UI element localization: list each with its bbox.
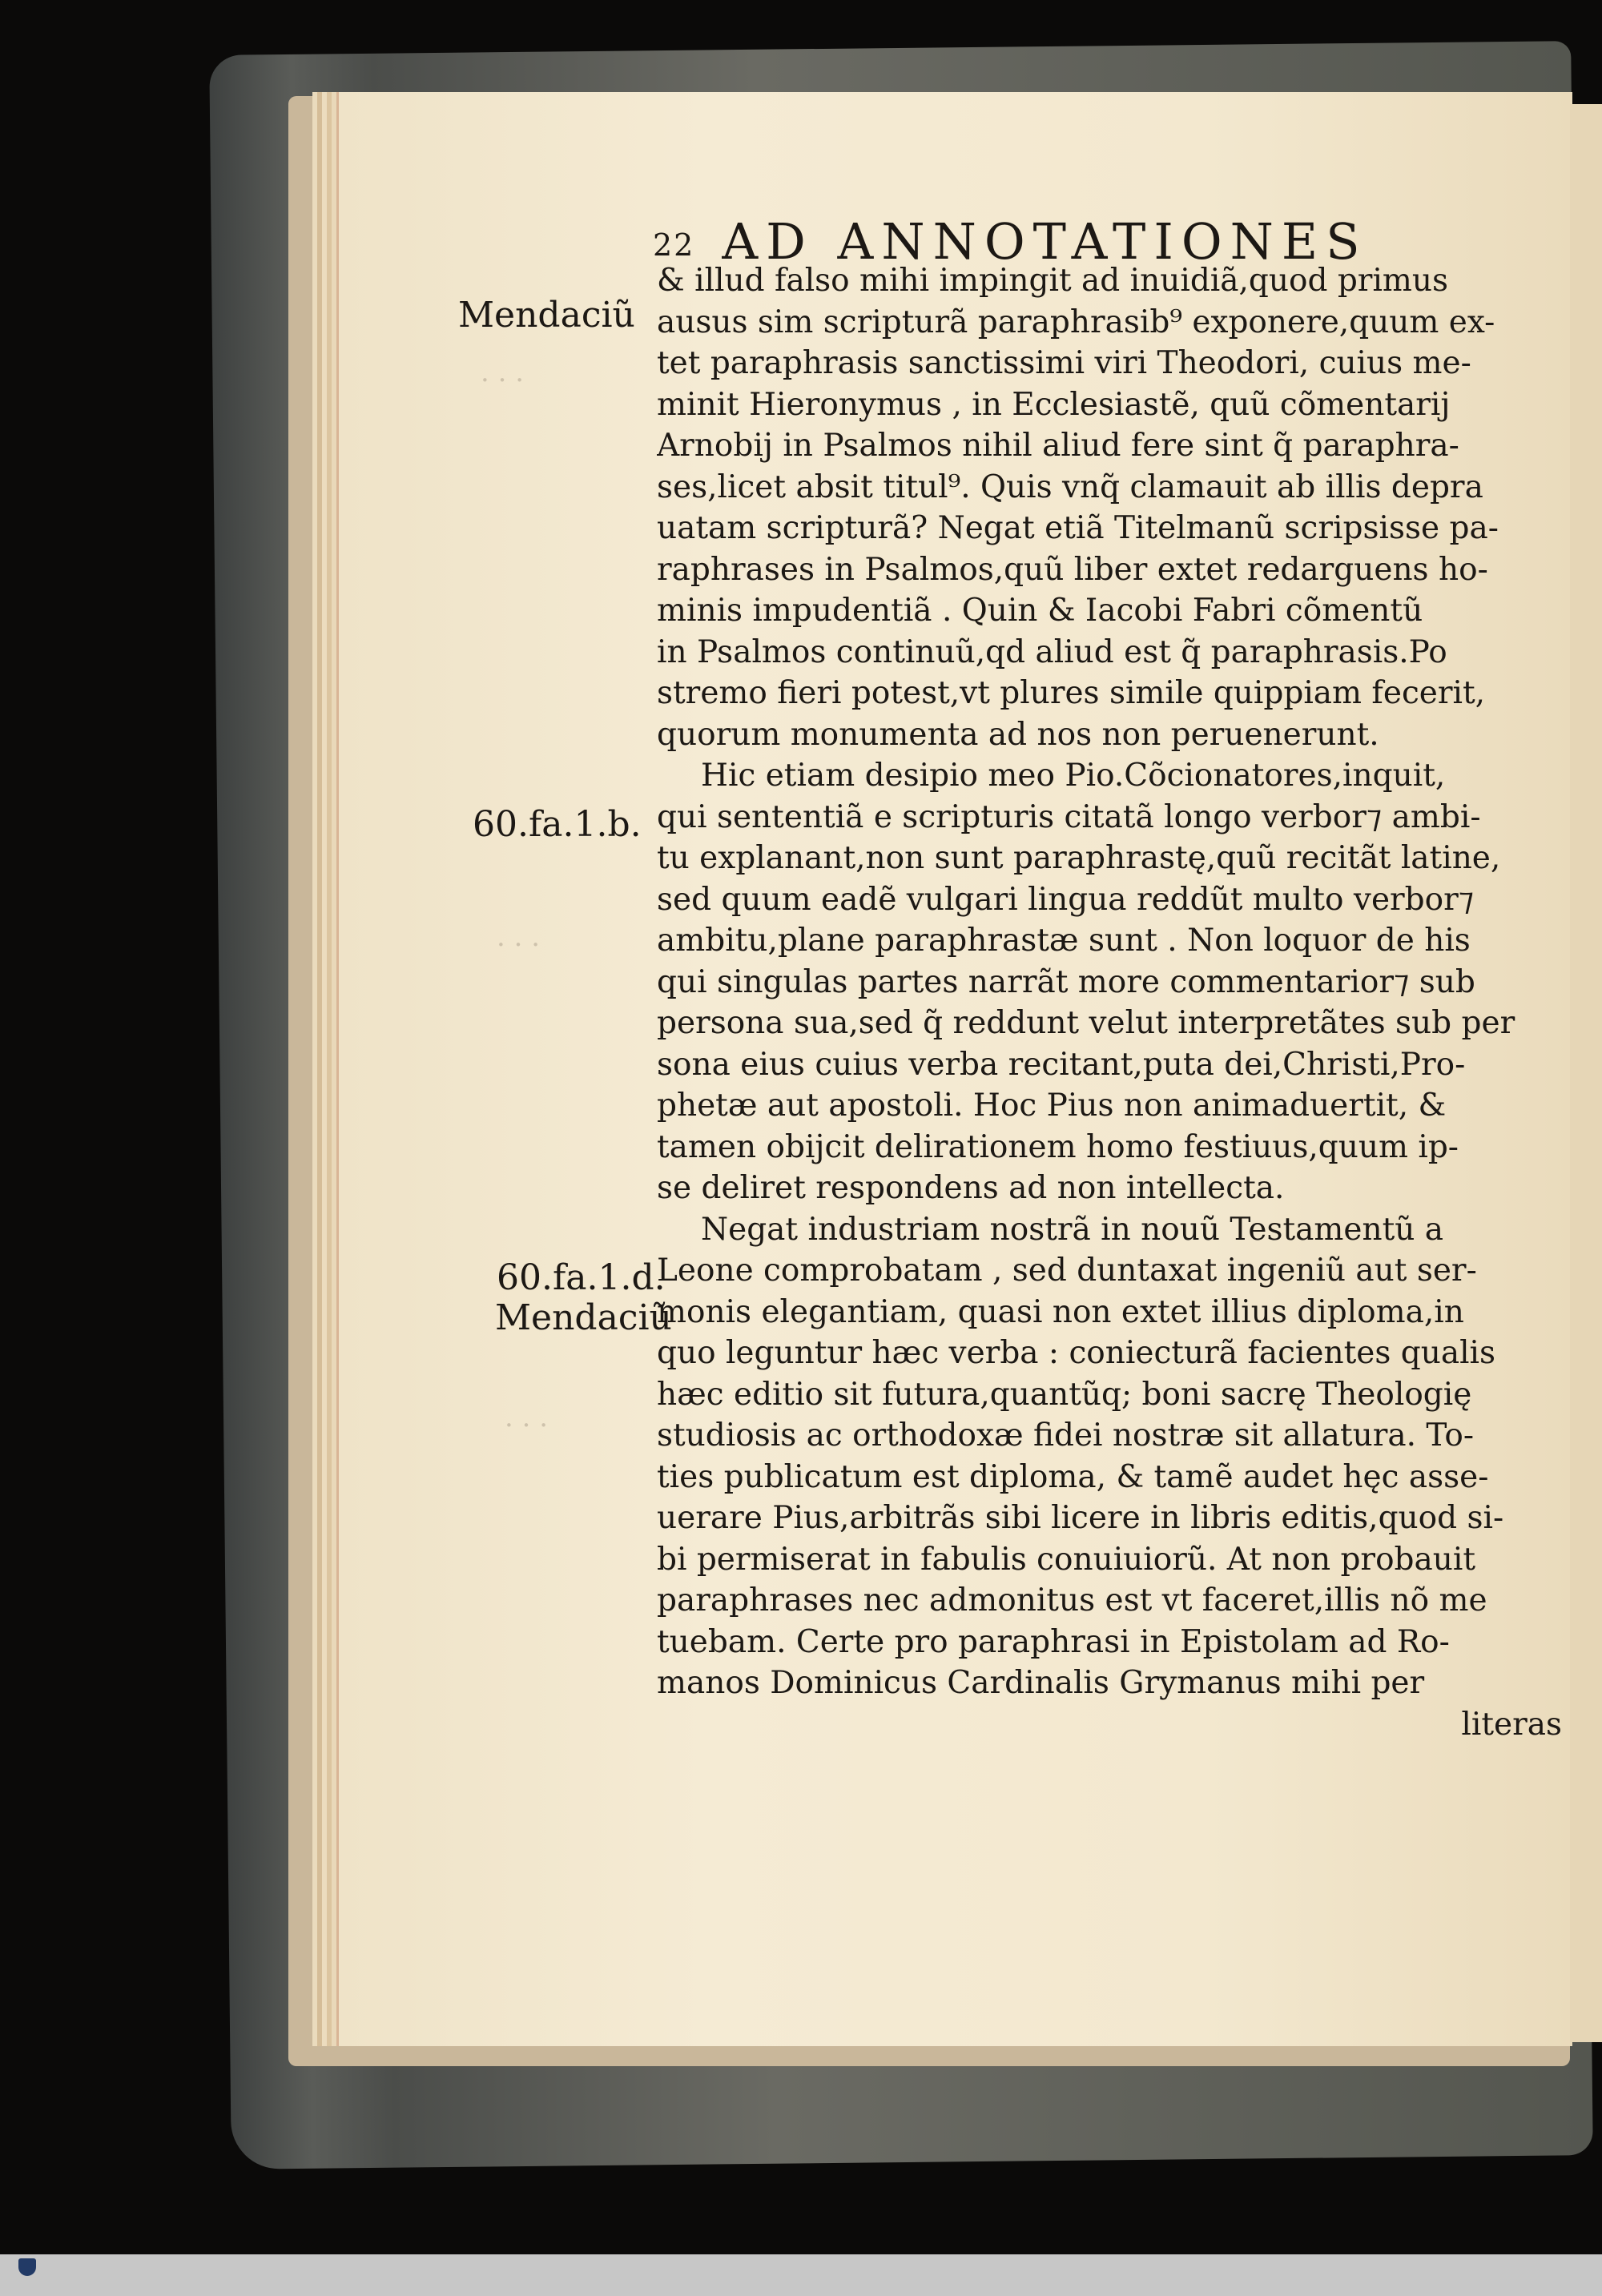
margin-note: Mendaciũ [495, 1297, 672, 1338]
show-through: · · · [505, 1409, 549, 1442]
text-line: sed quum eadẽ vulgari lingua reddũt multo verbor⁊ [657, 881, 1475, 918]
viewer-footer-bar [0, 2254, 1602, 2296]
text-line: Arnobij in Psalmos nihil aliud fere sint q̃ paraphra- [657, 428, 1459, 464]
text-line: studiosis ac orthodoxæ fidei nostræ sit allatura. To- [657, 1417, 1475, 1454]
show-through: · · · [481, 364, 525, 396]
margin-note: 60.fa.1.d. [497, 1257, 666, 1298]
text-line: se deliret respondens ad non intellecta. [657, 1170, 1285, 1206]
library-logo-icon [8, 2258, 46, 2292]
margin-note: Mendaciũ [458, 295, 635, 336]
text-line: uerare Pius,arbitrãs sibi licere in libris editis,quod si- [657, 1500, 1504, 1536]
body-text [657, 260, 1562, 1745]
text-line: paraphrases nec admonitus est vt faceret,illis nõ me [657, 1582, 1487, 1618]
text-line: in Psalmos continuũ,qd aliud est q̃ paraphrasis.Po [657, 633, 1447, 670]
text-line: Leone comprobatam , sed duntaxat ingeniũ aut ser- [657, 1253, 1477, 1289]
text-line: qui sententiã e scripturis citatã longo verbor⁊ ambi- [657, 798, 1481, 835]
text-line: quo leguntur hæc verba : coniecturã facientes qualis [657, 1335, 1496, 1371]
paragraph-start-line: Hic etiam desipio meo Pio.Cõcionatores,inquit, [701, 758, 1446, 794]
text-line: ties publicatum est diploma, & tamẽ audet hęc asse- [657, 1458, 1489, 1495]
text-line: bi permiserat in fabulis conuiuiorũ. At non probauit [657, 1541, 1476, 1578]
text-line: tet paraphrasis sanctissimi viri Theodori, cuius me- [657, 345, 1471, 381]
text-line: phetæ aut apostoli. Hoc Pius non animaduertit, & [657, 1088, 1447, 1124]
margin-note: 60.fa.1.b. [473, 804, 642, 845]
shield-icon [18, 2258, 36, 2276]
text-line: ausus sim scripturã paraphrasib⁹ exponere,quum ex- [657, 304, 1495, 340]
text-line: manos Dominicus Cardinalis Grymanus mihi per [657, 1665, 1425, 1701]
text-line: monis elegantiam, quasi non extet illius diploma,in [657, 1293, 1464, 1330]
text-line: minis impudentiã . Quin & Iacobi Fabri cõmentũ [657, 593, 1423, 629]
text-line: minit Hieronymus , in Ecclesiastẽ, quũ cõmentarij [657, 386, 1451, 423]
text-line: persona sua,sed q̃ reddunt velut interpretãtes sub per [657, 1005, 1515, 1041]
text-line: & illud falso mihi impingit ad inuidiã,quod primus [657, 263, 1449, 299]
text-line: qui singulas partes narrãt more commentarior⁊ sub [657, 963, 1475, 1000]
text-line: tamen obijcit delirationem homo festiuus,quum ip- [657, 1128, 1459, 1165]
text-line: tu explanant,non sunt paraphrastę,quũ recitãt latine, [657, 840, 1501, 876]
text-line: tuebam. Certe pro paraphrasi in Epistolam ad Ro- [657, 1623, 1450, 1660]
show-through: · · · [497, 929, 541, 961]
text-line: raphrases in Psalmos,quũ liber extet redarguens ho- [657, 551, 1488, 588]
text-line: sona eius cuius verba recitant,puta dei,Christi,Pro- [657, 1046, 1466, 1083]
text-line: ambitu,plane paraphrastæ sunt . Non loquor de his [657, 923, 1471, 959]
facing-page-edge [1570, 104, 1602, 2042]
text-line: hæc editio sit futura,quantũq; boni sacrę Theologię [657, 1376, 1472, 1413]
running-head-title: AD ANNOTATIONES [722, 212, 1368, 271]
text-line: stremo fieri potest,vt plures simile quippiam fecerit, [657, 675, 1486, 711]
catchword: literas [1461, 1706, 1562, 1743]
page-number: 22 [653, 227, 695, 263]
text-line: uatam scripturã? Negat etiã Titelmanũ scripsisse pa- [657, 510, 1499, 546]
text-line: ses,licet absit titul⁹. Quis vnq̃ clamauit ab illis depra [657, 468, 1483, 505]
text-line: quorum monumenta ad nos non peruenerunt. [657, 716, 1379, 753]
paragraph-start-line: Negat industriam nostrã in nouũ Testamentũ a [701, 1211, 1444, 1248]
